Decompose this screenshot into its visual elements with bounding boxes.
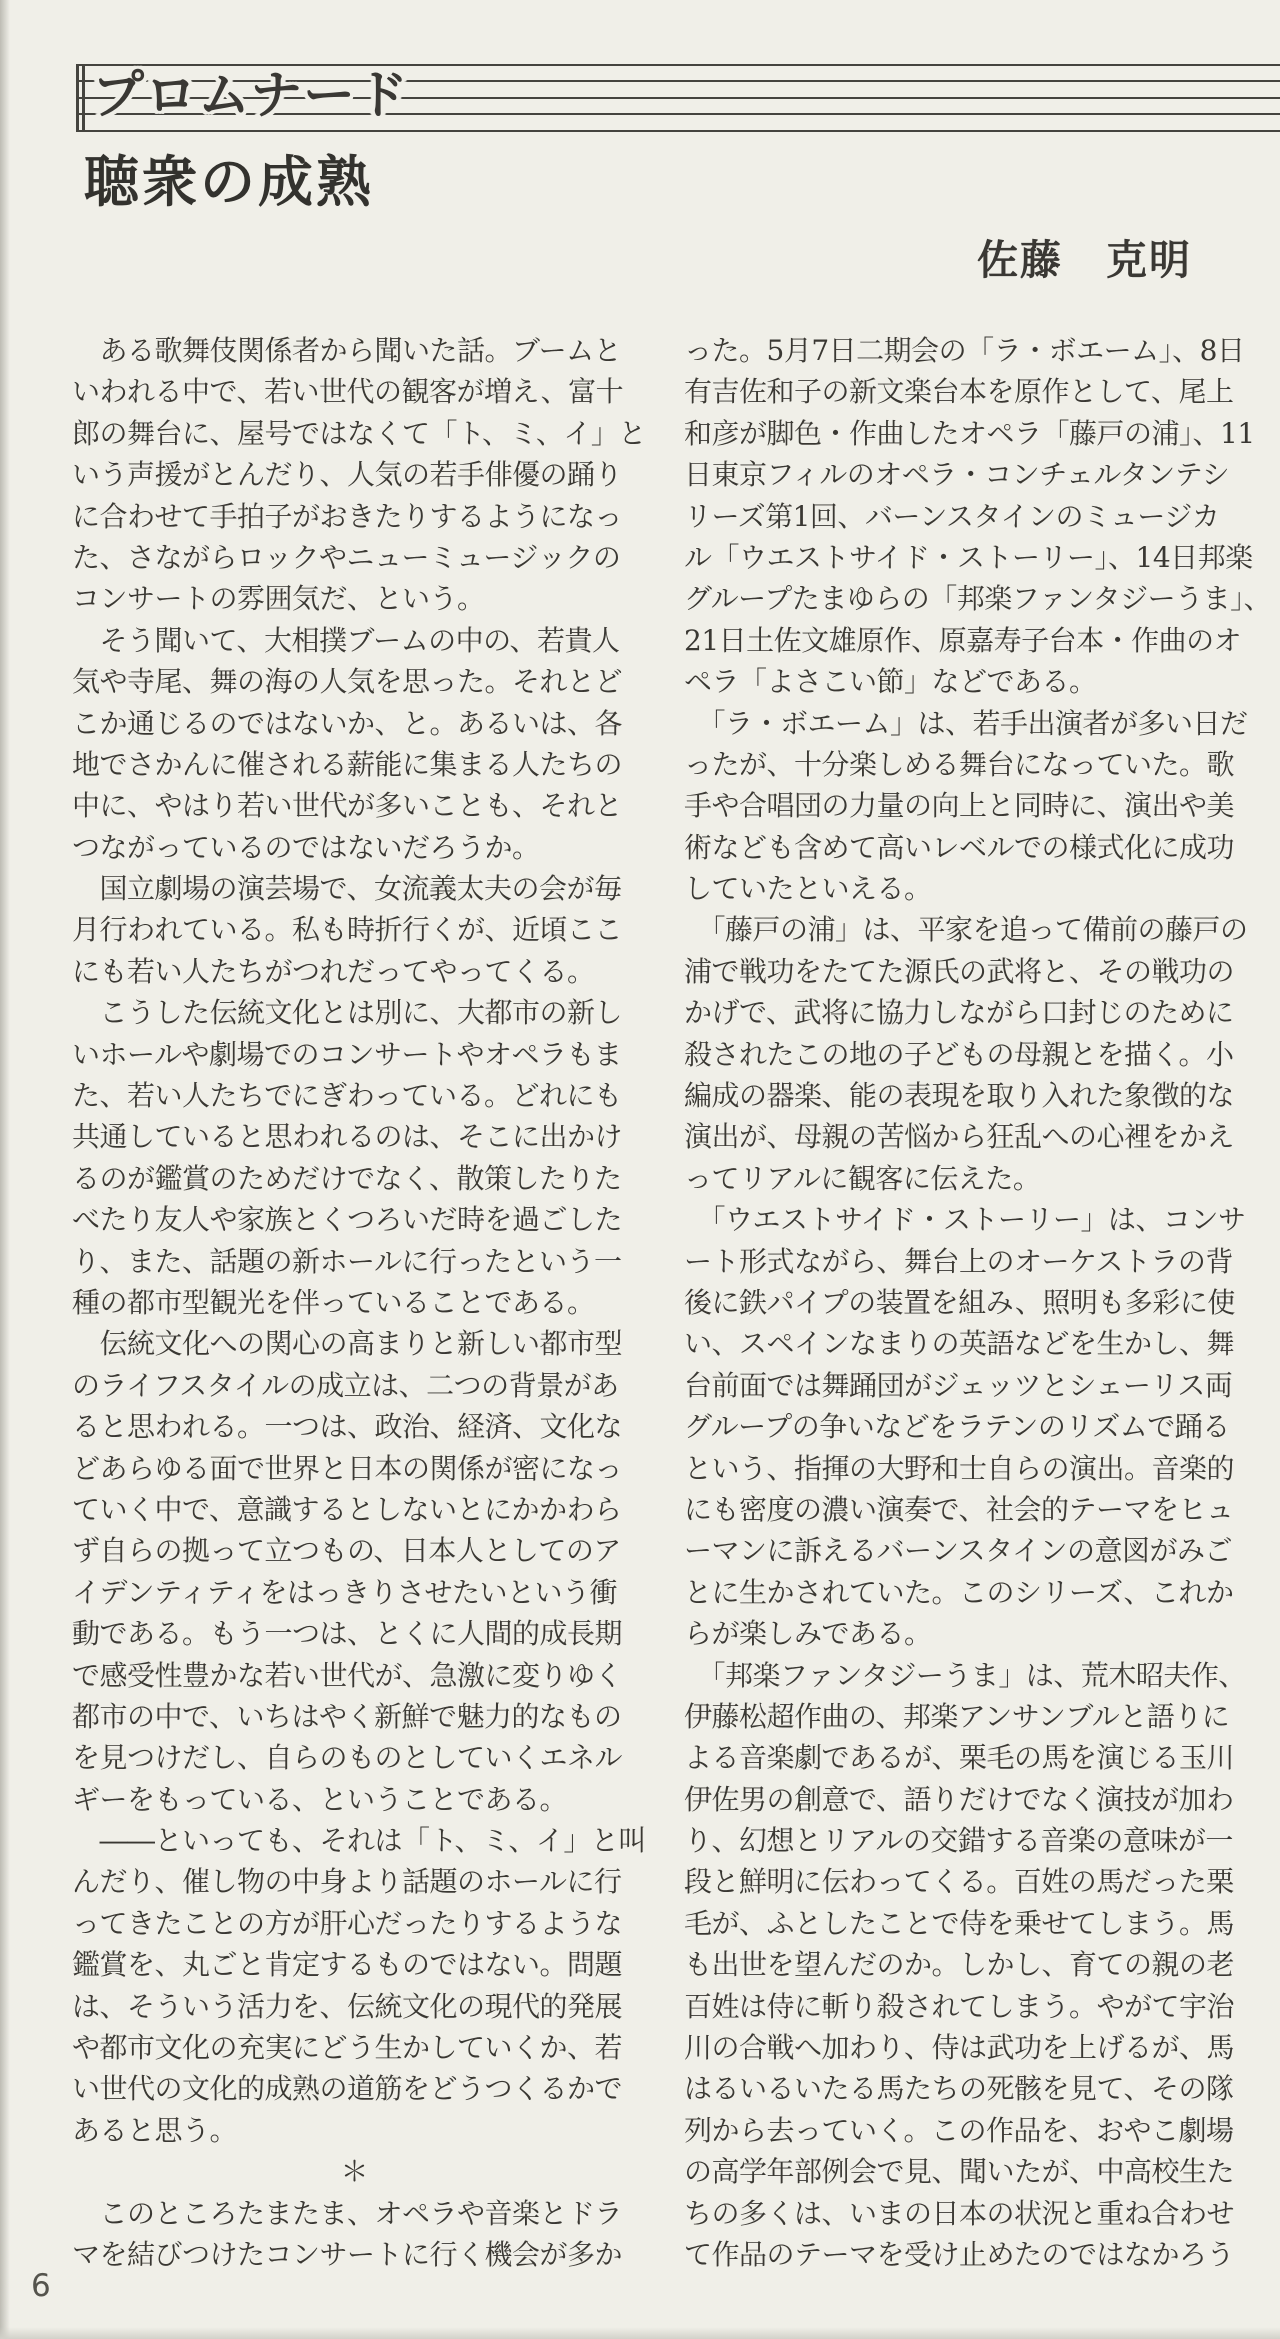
text-line: 「ラ・ボエーム」は、若手出演者が多い日だ bbox=[684, 706, 1248, 740]
text-line: 台前面では舞踊団がジェッツとシェーリス両 bbox=[684, 1368, 1233, 1402]
text-line: 共通していると思われるのは、そこに出かけ bbox=[72, 1120, 623, 1154]
text-line: 術なども含めて高いレベルでの様式化に成功 bbox=[684, 830, 1235, 864]
text-line: 浦で戦功をたてた源氏の武将と、その戦功の bbox=[684, 954, 1235, 988]
text-line: 伊藤松超作曲の、邦楽アンサンブルと語りに bbox=[684, 1699, 1230, 1733]
text-line: べたり友人や家族とくつろいだ時を過ごした bbox=[72, 1203, 623, 1237]
text-line: い世代の文化的成熟の道筋をどうつくるかで bbox=[72, 2072, 623, 2106]
text-line: コンサートの雰囲気だ、という。 bbox=[72, 582, 485, 616]
text-line: らが楽しみである。 bbox=[684, 1617, 932, 1651]
text-line: どあらゆる面で世界と日本の関係が密になっ bbox=[72, 1451, 623, 1485]
text-line: 手や合唱団の力量の向上と同時に、演出や美 bbox=[684, 789, 1235, 823]
page-number: 6 bbox=[31, 2268, 51, 2304]
text-line: 編成の器楽、能の表現を取り入れた象徴的な bbox=[684, 1079, 1235, 1113]
text-line: ってリアルに観客に伝えた。 bbox=[684, 1161, 1041, 1195]
text-line: はるいるいたる馬たちの死骸を見て、その隊 bbox=[684, 2072, 1234, 2106]
text-line: た、若い人たちでにぎわっている。どれにも bbox=[72, 1079, 622, 1113]
text-line: 国立劇場の演芸場で、女流義太夫の会が毎 bbox=[72, 872, 622, 906]
author-name: 佐藤 克明 bbox=[977, 236, 1192, 284]
text-line: 日東京フィルのオペラ・コンチェルタンテシ bbox=[684, 458, 1230, 492]
text-line: は、そういう活力を、伝統文化の現代的発展 bbox=[72, 1989, 623, 2023]
text-line: 伝統文化への関心の高まりと新しい都市型 bbox=[72, 1327, 623, 1361]
text-line: 百姓は侍に斬り殺されてしまう。やがて宇治 bbox=[684, 1989, 1235, 2023]
text-line: していたといえる。 bbox=[684, 872, 932, 906]
text-line: 「ウエストサイド・ストーリー」は、コンサ bbox=[684, 1203, 1246, 1237]
column-kicker: プロムナード bbox=[92, 66, 409, 126]
text-line: 演出が、母親の苦悩から狂乱への心裡をかえ bbox=[684, 1120, 1235, 1154]
text-line: 21日土佐文雄原作、原嘉寿子台本・作曲のオ bbox=[684, 623, 1242, 657]
scan-edge-left bbox=[0, 0, 10, 2339]
text-line: で感受性豊かな若い世代が、急激に変りゆく bbox=[72, 1658, 623, 1692]
text-line: て作品のテーマを受け止めたのではなかろう bbox=[684, 2237, 1235, 2271]
text-line: あると思う。 bbox=[72, 2113, 238, 2147]
text-column-left bbox=[72, 330, 646, 2275]
text-line: いわれる中で、若い世代の観客が増え、富十 bbox=[72, 375, 624, 409]
text-line: ート形式ながら、舞台上のオーケストラの背 bbox=[684, 1244, 1233, 1278]
text-line: 殺されたこの地の子どもの母親とを描く。小 bbox=[684, 1037, 1234, 1071]
text-line: 有吉佐和子の新文楽台本を原作として、尾上 bbox=[684, 375, 1234, 409]
text-line: るのが鑑賞のためだけでなく、散策したりた bbox=[72, 1161, 622, 1195]
text-line: んだり、催し物の中身より話題のホールに行 bbox=[72, 1865, 622, 1899]
staff-rules bbox=[0, 0, 1280, 160]
text-line: ペラ「よさこい節」などである。 bbox=[684, 665, 1097, 699]
text-line: ていく中で、意識するとしないとにかかわら bbox=[72, 1492, 622, 1526]
text-column-right bbox=[684, 330, 1272, 2275]
text-line: た、さながらロックやニューミュージックの bbox=[72, 540, 621, 574]
text-line: リーズ第1回、バーンスタインのミュージカ bbox=[684, 499, 1220, 533]
text-line: グループの争いなどをラテンのリズムで踊る bbox=[684, 1410, 1230, 1444]
text-line: にも若い人たちがつれだってやってくる。 bbox=[72, 954, 595, 988]
text-line: ちの多くは、いまの日本の状況と重ね合わせ bbox=[684, 2196, 1235, 2230]
text-line: ――といっても、それは「ト、ミ、イ」と叫 bbox=[72, 1824, 646, 1858]
scan-edge-bottom bbox=[0, 2327, 1280, 2339]
text-line: つながっているのではないだろうか。 bbox=[72, 830, 540, 864]
text-line: 鑑賞を、丸ごと肯定するものではない。問題 bbox=[72, 1948, 623, 1982]
text-line: そう聞いて、大相撲ブームの中の、若貴人 bbox=[72, 623, 620, 657]
text-line: ると思われる。一つは、政治、経済、文化な bbox=[72, 1410, 623, 1444]
text-line: いホールや劇場でのコンサートやオペラもま bbox=[72, 1037, 622, 1071]
text-line: ーマンに訴えるバーンスタインの意図がみご bbox=[684, 1534, 1233, 1568]
text-line: こか通じるのではないか、と。あるいは、各 bbox=[72, 706, 623, 740]
text-line: マを結びつけたコンサートに行く機会が多か bbox=[72, 2237, 623, 2271]
text-line: かげで、武将に協力しながら口封じのために bbox=[684, 996, 1234, 1030]
text-line: も出世を望んだのか。しかし、育ての親の老 bbox=[684, 1948, 1235, 1982]
text-line: 後に鉄パイプの装置を組み、照明も多彩に使 bbox=[684, 1285, 1235, 1319]
text-line: いう声援がとんだり、人気の若手俳優の踊り bbox=[72, 458, 623, 492]
text-line: こうした伝統文化とは別に、大都市の新し bbox=[72, 996, 623, 1030]
text-line: ってきたことの方が肝心だったりするような bbox=[72, 1906, 623, 1940]
text-line: ったが、十分楽しめる舞台になっていた。歌 bbox=[684, 747, 1235, 781]
text-line: 動である。もう一つは、とくに人間的成長期 bbox=[72, 1617, 623, 1651]
text-line: を見つけだし、自らのものとしていくエネル bbox=[72, 1741, 623, 1775]
text-line: 中に、やはり若い世代が多いことも、それと bbox=[72, 789, 623, 823]
text-line: 月行われている。私も時折行くが、近頃ここ bbox=[72, 913, 623, 947]
text-line: 和彦が脚色・作曲したオペラ「藤戸の浦」、11 bbox=[684, 416, 1255, 450]
text-line: 都市の中で、いちはやく新鮮で魅力的なもの bbox=[72, 1699, 622, 1733]
text-line: 地でさかんに催される薪能に集まる人たちの bbox=[72, 747, 623, 781]
text-line: り、幻想とリアルの交錯する音楽の意味が一 bbox=[684, 1824, 1233, 1858]
text-line: とに生かされていた。このシリーズ、これか bbox=[684, 1575, 1234, 1609]
text-line: のライフスタイルの成立は、二つの背景があ bbox=[72, 1368, 619, 1402]
text-line: このところたまたま、オペラや音楽とドラ bbox=[72, 2196, 623, 2230]
text-line: 「藤戸の浦」は、平家を追って備前の藤戸の bbox=[684, 913, 1248, 947]
text-line: 伊佐男の創意で、語りだけでなく演技が加わ bbox=[684, 1782, 1234, 1816]
text-line: 川の合戦へ加わり、侍は武功を上げるが、馬 bbox=[684, 2031, 1235, 2065]
text-line: の高学年部例会で見、聞いたが、中高校生た bbox=[684, 2155, 1235, 2189]
text-line: ある歌舞伎関係者から聞いた話。ブームと bbox=[72, 334, 622, 367]
text-line: い、スペインなまりの英語などを生かし、舞 bbox=[684, 1327, 1235, 1361]
text-line: ＊ bbox=[340, 2155, 369, 2189]
text-line: イデンティティをはっきりさせたいという衝 bbox=[72, 1575, 617, 1609]
text-line: よる音楽劇であるが、栗毛の馬を演じる玉川 bbox=[684, 1741, 1235, 1775]
text-line: に合わせて手拍子がおきたりするようになっ bbox=[72, 499, 623, 533]
text-line: 列から去っていく。この作品を、おやこ劇場 bbox=[684, 2113, 1234, 2147]
text-line: 毛が、ふとしたことで侍を乗せてしまう。馬 bbox=[684, 1906, 1235, 1940]
text-line: 気や寺尾、舞の海の人気を思った。それとど bbox=[72, 665, 623, 699]
text-line: った。5月7日二期会の「ラ・ボエーム」、8日 bbox=[684, 334, 1245, 367]
text-line: 「邦楽ファンタジーうま」は、荒木昭夫作、 bbox=[684, 1658, 1246, 1692]
text-line: 種の都市型観光を伴っていることである。 bbox=[72, 1285, 595, 1319]
page-title: 聴衆の成熟 bbox=[84, 150, 375, 214]
text-line: ギーをもっている、ということである。 bbox=[72, 1782, 568, 1816]
text-line: り、また、話題の新ホールに行ったという一 bbox=[72, 1244, 622, 1278]
text-line: ず自らの拠って立つもの、日本人としてのア bbox=[72, 1534, 621, 1568]
text-line: ル「ウエストサイド・ストーリー」、14日邦楽 bbox=[684, 540, 1253, 574]
text-line: グループたまゆらの「邦楽ファンタジーうま」、 bbox=[684, 582, 1272, 616]
text-line: という、指揮の大野和士自らの演出。音楽的 bbox=[684, 1451, 1235, 1485]
text-line: や都市文化の充実にどう生かしていくか、若 bbox=[72, 2031, 623, 2065]
text-line: にも密度の濃い演奏で、社会的テーマをヒュ bbox=[684, 1492, 1234, 1526]
text-line: 段と鮮明に伝わってくる。百姓の馬だった栗 bbox=[684, 1865, 1234, 1899]
text-line: 郎の舞台に、屋号ではなくて「ト、ミ、イ」と bbox=[72, 416, 646, 450]
staff-rule-line bbox=[76, 130, 1280, 132]
